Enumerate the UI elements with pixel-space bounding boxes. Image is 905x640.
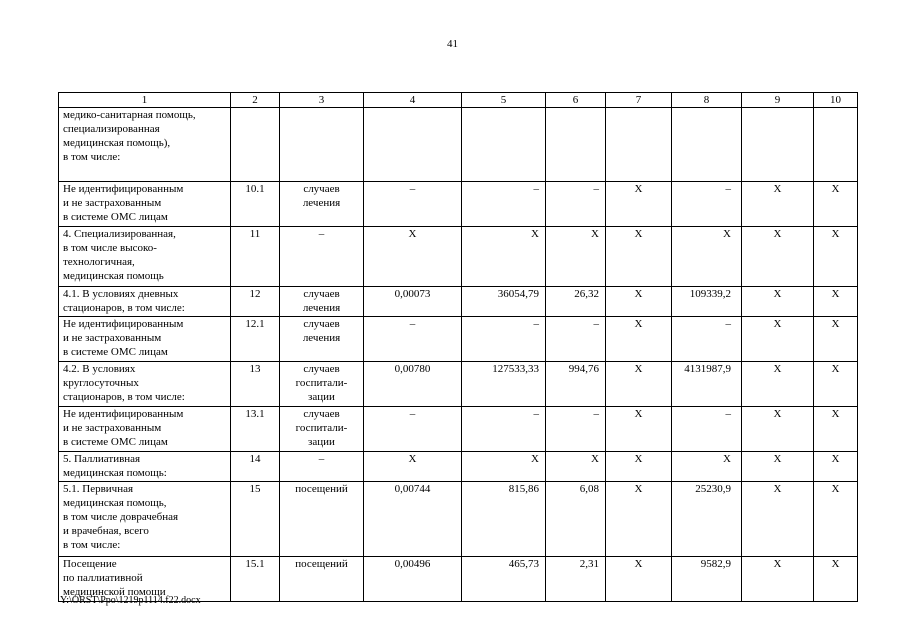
table-cell: 465,73 (462, 557, 546, 602)
table-header (59, 93, 858, 108)
table-cell (814, 108, 858, 182)
table-cell: X (742, 557, 814, 602)
table-cell: 0,00073 (364, 287, 462, 317)
header-cell: 6 (546, 93, 606, 108)
table-cell: X (606, 482, 672, 557)
table-cell: X (546, 227, 606, 287)
table-cell: 109339,2 (672, 287, 742, 317)
table-cell (672, 108, 742, 182)
unit-cell: случаев госпитали- зации (280, 407, 364, 452)
table-cell: – (462, 407, 546, 452)
table-cell: 815,86 (462, 482, 546, 557)
table-cell: – (672, 317, 742, 362)
table-cell: 26,32 (546, 287, 606, 317)
table-row (59, 287, 858, 317)
row-label: Не идентифицированным и не застрахованным в системе ОМС лицам (59, 182, 231, 227)
table-cell: X (814, 557, 858, 602)
row-label: медико-санитарная помощь, специализированная медицинская помощь), в том числе: (59, 108, 231, 182)
table-cell: X (814, 287, 858, 317)
unit-cell: – (280, 227, 364, 287)
table-cell: 994,76 (546, 362, 606, 407)
table-cell: – (364, 182, 462, 227)
table-cell: X (814, 482, 858, 557)
table-cell: X (742, 482, 814, 557)
table-cell: – (462, 317, 546, 362)
row-number: 14 (231, 452, 280, 482)
table-cell: – (364, 317, 462, 362)
file-path-footer: Y:\ORST\Ppo\1219p1114.f22.docx (60, 595, 201, 606)
table-cell: X (814, 317, 858, 362)
table-cell: 0,00744 (364, 482, 462, 557)
table-row (59, 362, 858, 407)
table-cell: X (462, 452, 546, 482)
table-cell: – (364, 407, 462, 452)
header-cell: 5 (462, 93, 546, 108)
table-cell: 0,00780 (364, 362, 462, 407)
table-cell: X (606, 317, 672, 362)
row-number: 11 (231, 227, 280, 287)
table-cell: X (742, 182, 814, 227)
table-cell: 0,00496 (364, 557, 462, 602)
row-label: Посещение по паллиативной медицинской помощи (59, 557, 231, 602)
table-cell: – (546, 407, 606, 452)
header-cell: 9 (742, 93, 814, 108)
table-cell: X (742, 227, 814, 287)
unit-cell (280, 108, 364, 182)
row-number: 13 (231, 362, 280, 407)
table-cell: X (742, 362, 814, 407)
table-cell: X (814, 182, 858, 227)
table-row (59, 182, 858, 227)
row-number: 12 (231, 287, 280, 317)
table-cell: X (742, 317, 814, 362)
unit-cell: случаев госпитали- зации (280, 362, 364, 407)
table-cell: X (814, 362, 858, 407)
table-cell: 9582,9 (672, 557, 742, 602)
table-row (59, 227, 858, 287)
table-cell: X (606, 407, 672, 452)
table-cell: X (364, 452, 462, 482)
unit-cell: посещений (280, 482, 364, 557)
unit-cell: – (280, 452, 364, 482)
table-cell (606, 108, 672, 182)
unit-cell: случаев лечения (280, 182, 364, 227)
row-number: 13.1 (231, 407, 280, 452)
table-cell (462, 108, 546, 182)
table-cell: X (606, 362, 672, 407)
table-cell: X (672, 452, 742, 482)
unit-cell: случаев лечения (280, 287, 364, 317)
row-number: 15.1 (231, 557, 280, 602)
table-cell (742, 108, 814, 182)
table-cell: – (672, 182, 742, 227)
table-cell: – (672, 407, 742, 452)
table-row (59, 407, 858, 452)
header-cell: 4 (364, 93, 462, 108)
table-cell: X (814, 452, 858, 482)
header-cell: 3 (280, 93, 364, 108)
table-cell: 4131987,9 (672, 362, 742, 407)
row-label: 5. Паллиативная медицинская помощь: (59, 452, 231, 482)
table-cell: 6,08 (546, 482, 606, 557)
header-row (59, 93, 858, 108)
row-number: 10.1 (231, 182, 280, 227)
table-cell: 2,31 (546, 557, 606, 602)
data-table (58, 92, 858, 602)
table-row (59, 108, 858, 182)
table-cell: X (814, 407, 858, 452)
row-label: 5.1. Первичная медицинская помощь, в том числе доврачебная и врачебная, всего в том числе: (59, 482, 231, 557)
table-cell: – (546, 317, 606, 362)
page-number: 41 (447, 38, 458, 50)
table-row (59, 317, 858, 362)
header-cell: 7 (606, 93, 672, 108)
table-cell: – (546, 182, 606, 227)
row-number (231, 108, 280, 182)
table-cell: X (742, 407, 814, 452)
row-number: 12.1 (231, 317, 280, 362)
table-cell (364, 108, 462, 182)
table-cell: X (606, 452, 672, 482)
table-cell: X (462, 227, 546, 287)
table-cell: X (546, 452, 606, 482)
table-cell: X (742, 452, 814, 482)
table-cell: – (462, 182, 546, 227)
header-cell: 2 (231, 93, 280, 108)
unit-cell: посещений (280, 557, 364, 602)
table-cell: X (606, 182, 672, 227)
table-cell: 25230,9 (672, 482, 742, 557)
table-cell: X (606, 557, 672, 602)
unit-cell: случаев лечения (280, 317, 364, 362)
table-cell: 36054,79 (462, 287, 546, 317)
table-cell: X (742, 287, 814, 317)
table-body (59, 108, 858, 602)
header-cell: 1 (59, 93, 231, 108)
table-row (59, 452, 858, 482)
row-label: Не идентифицированным и не застрахованным в системе ОМС лицам (59, 317, 231, 362)
row-label: 4. Специализированная, в том числе высоко- технологичная, медицинская помощь (59, 227, 231, 287)
table-cell (546, 108, 606, 182)
table-cell: X (364, 227, 462, 287)
table-cell: X (814, 227, 858, 287)
table-row (59, 482, 858, 557)
row-label: 4.2. В условиях круглосуточных стационаров, в том числе: (59, 362, 231, 407)
table-cell: 127533,33 (462, 362, 546, 407)
header-cell: 8 (672, 93, 742, 108)
row-label: 4.1. В условиях дневных стационаров, в том числе: (59, 287, 231, 317)
row-number: 15 (231, 482, 280, 557)
row-label: Не идентифицированным и не застрахованным в системе ОМС лицам (59, 407, 231, 452)
table-cell: X (672, 227, 742, 287)
header-cell: 10 (814, 93, 858, 108)
table-cell: X (606, 227, 672, 287)
table-cell: X (606, 287, 672, 317)
